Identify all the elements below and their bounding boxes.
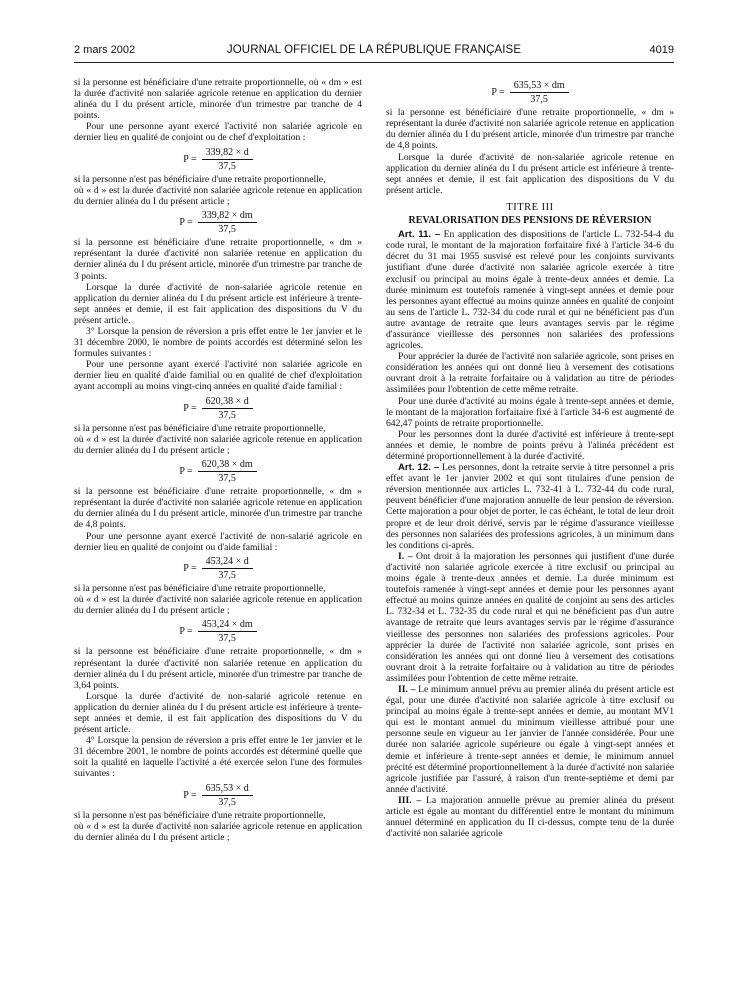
section-lead: I. – — [398, 550, 413, 562]
header-date: 2 mars 2002 — [74, 44, 136, 56]
paragraph: Pour apprécier la durée de l'activité non salariée agricole, sont prises en considération les années qui ont donné lieu à versement des cotisations ouvrant droit à la retraite forfaitaire ou à validation au titre de périodes assimilées pour l'obtention de cette même retraite. — [386, 351, 674, 396]
section-text: Le minimum annuel prévu au premier alinéa du présent article est égal, pour une durée d'activité non salariée agricole à titre exclusif ou principal au moins égale à trente-sept années et demie, au montant MV1 qui est le montant annuel du minimum vieillesse attribué pour une personne seule en vigueur au 1er janvier de l'année considérée. Pour une durée non salariée agricole supérieure ou égale à vingt-sept années et demie et inférieure à trente-sept années et demie, le minimum annuel précité est déterminé proportionnellement à la durée d'activité non salariée agricole justifiée par l'assuré, à raison d'un trente-septième et demi par année d'activité. — [386, 683, 675, 795]
article-11 — [386, 229, 674, 351]
paragraph: Pour une personne ayant exercé l'activité de non-salarié agricole en dernier lieu en qualité de conjoint ou d'aide familial : — [74, 530, 362, 553]
fraction — [198, 459, 257, 484]
formula — [74, 556, 362, 581]
fraction — [202, 783, 253, 808]
fraction — [198, 210, 257, 235]
paragraph: où « d » est la durée d'activité non salariée agricole retenue en application du dernier alinéa du I du présent article ; — [74, 433, 362, 456]
section-title: TITRE III — [506, 201, 554, 213]
section-text: La majoration annuelle prévue au premier alinéa du présent article est égale au montant du différentiel entre le montant du minimum annuel déterminé en application du II ci-dessus, compte tenu de la durée d'activité non salariée agricole — [386, 794, 675, 840]
fraction-denominator: 37,5 — [218, 633, 236, 645]
header-journal-title: JOURNAL OFFICIEL DE LA RÉPUBLIQUE FRANÇAISE — [226, 44, 522, 56]
article-lead: Art. 11. – — [398, 229, 441, 241]
header-rule — [74, 62, 674, 63]
paragraph: si la personne est bénéficiaire d'une retraite proportionnelle, « dm » représentant la durée d'activité non salariée retenue en application du dernier alinéa du I du présent article, minorée d'un trimestre par tranche de 3 points. — [74, 237, 362, 282]
left-column — [74, 77, 362, 843]
fraction-numerator: 635,53 × dm — [510, 80, 569, 93]
fraction-denominator: 37,5 — [218, 473, 236, 485]
paragraph: 4° Lorsque la pension de réversion a pris effet entre le 1er janvier et le 31 décembre 2001, le nombre de points accordés est déterminé quelle que soit la qualité en laquelle l'activité a été exercée selon l'une des formules suivantes : — [74, 735, 362, 780]
section-iii — [386, 795, 674, 839]
article-lead: Art. 12. – — [398, 462, 440, 474]
formula-lhs: P = — [179, 626, 193, 638]
page-header — [74, 44, 674, 60]
right-column — [386, 77, 674, 839]
fraction-numerator: 453,24 × dm — [198, 619, 257, 632]
formula-lhs: P = — [183, 562, 197, 574]
paragraph: où « d » est la durée d'activité non salariée agricole retenue en application du dernier alinéa du I du présent article ; — [74, 820, 362, 843]
formula-lhs: P = — [183, 402, 197, 414]
paragraph: Pour une personne ayant exercé l'activité non salariée agricole en dernier lieu en qualité d'aide familial ou en qualité de chef d'exploitation ayant accompli au moins vingt-cinq années en qualité d'aide familial : — [74, 359, 362, 393]
paragraph: si la personne est bénéficiaire d'une retraite proportionnelle, « dm » représentant la durée d'activité non salariée agricole retenue en application du dernier alinéa du I du présent article, minorée d'un trimestre par tranche de 4,8 points. — [74, 486, 362, 531]
formula — [74, 210, 362, 235]
paragraph: Pour une durée d'activité au moins égale à trente-sept années et demie, le montant de la majoration forfaitaire fixé à l'article 34-6 est augmenté de 642,47 points de retraite proportionnelle. — [386, 395, 674, 429]
formula-lhs: P = — [179, 217, 193, 229]
formula-lhs: P = — [179, 466, 193, 478]
fraction-denominator: 37,5 — [218, 796, 236, 808]
fraction — [510, 80, 569, 105]
paragraph: si la personne est bénéficiaire d'une retraite proportionnelle, où « dm » est la durée d'activité non salariée agricole retenue en application du dernier alinéa du I du présent article, minorée d'un trimestre par tranche de 4 points. — [74, 77, 362, 122]
paragraph: Pour une personne ayant exercé l'activité non salariée agricole en dernier lieu en qualité de conjoint ou de chef d'exploitation : — [74, 121, 362, 144]
paragraph: Lorsque la durée d'activité de non-salarié agricole retenue en application du dernier alinéa du I du présent article est inférieure à trente-sept années et demie, il est fait application des dispositions du V du présent article. — [74, 690, 362, 736]
formula — [74, 396, 362, 421]
fraction — [198, 619, 257, 644]
fraction — [202, 147, 253, 172]
article-12 — [386, 462, 674, 551]
fraction — [202, 396, 253, 421]
formula — [74, 619, 362, 644]
fraction-numerator: 635,53 × d — [202, 783, 253, 796]
formula — [74, 459, 362, 484]
section-ii — [386, 684, 674, 795]
paragraph: où « d » est la durée d'activité non salariée agricole retenue en application du dernier alinéa du I du présent article ; — [74, 594, 362, 617]
section-lead: II. – — [398, 683, 416, 695]
paragraph: si la personne est bénéficiaire d'une retraite proportionnelle, « dm » représentant la durée d'activité non salariée agricole retenue en application du dernier alinéa du I du présent article, minorée d'un trimestre par tranche de 4,8 points. — [386, 107, 674, 152]
fraction-denominator: 37,5 — [218, 160, 236, 172]
article-text: En application des dispositions de l'article L. 732-54-4 du code rural, le montant de la majoration forfaitaire fixé à l'article 34-6 du décret du 31 mai 1955 susvisé est relevé pour les conjoints survivants justifiant d'une durée d'activité non salariée agricole exercée à titre exclusif ou principal au moins égale à trente-deux années et demie. La durée minimum est toutefois ramenée à vingt-sept années et demie pour les personnes ayant effectué au moins quinze années en qualité de conjoint au sens de l'article L. 732-34 du code rural et qui ne bénéficient pas d'un autre avantage de retraite que leurs avantages servis par le régime d'assurance vieillesse des personnes non salariées des professions agricoles. — [386, 229, 674, 352]
paragraph: si la personne n'est pas bénéficiaire d'une retraite proportionnelle, — [74, 173, 326, 185]
fraction-numerator: 620,38 × dm — [198, 459, 257, 472]
article-text: Les personnes, dont la retraite servie à titre personnel a pris effet avant le 1er janvier 2002 et qui sont titulaires d'une pension de réversion mentionnée aux articles L. 732-41 à L. 732-44 du code rural, peuvent bénéficier d'une majoration annuelle de leur pension de réversion. Cette majoration a pour objet de porter, le cas échéant, le total de leur droit propre et de leur droit dérivé, servis par le régime d'assurance vieillesse des personnes non salariées des professions agricoles, à un minimum dans les conditions ci-après. — [386, 462, 674, 551]
fraction — [202, 556, 253, 581]
fraction-numerator: 339,82 × dm — [198, 210, 257, 223]
formula-lhs: P = — [183, 789, 197, 801]
fraction-numerator: 339,82 × d — [202, 147, 253, 160]
paragraph: Pour les personnes dont la durée d'activité est inférieure à trente-sept années et demie, le nombre de points prévu à l'alinéa précédent est déterminé proportionnellement à la durée d'activité. — [386, 428, 674, 462]
fraction-denominator: 37,5 — [218, 409, 236, 421]
paragraph: 3° Lorsque la pension de réversion a pris effet entre le 1er janvier et le 31 décembre 2000, le nombre de points accordés est déterminé selon les formules suivantes : — [74, 325, 362, 360]
paragraph: si la personne est bénéficiaire d'une retraite proportionnelle, « dm » représentant la durée d'activité non salariée retenue en application du dernier alinéa du I du présent article, minorée d'un trimestre par tranche de 3,64 points. — [74, 646, 362, 691]
fraction-denominator: 37,5 — [218, 569, 236, 581]
header-page-number: 4019 — [649, 44, 674, 56]
section-text: Ont droit à la majoration les personnes qui justifient d'une durée d'activité non salariée agricole exercée à titre exclusif ou principal au moins égale à trente-deux années et demie. La durée minimum est toutefois ramenée à vingt-sept années et demie pour les personnes ayant effectué au moins quinze années en qualité de conjoint au sens des articles L. 732-34 et L. 732-35 du code rural et qui ne bénéficient pas d'un autre avantage de retraite que leurs avantages servis par le régime d'assurance vieillesse des personnes non salariées des professions agricoles. Pour apprécier la durée de l'activité non salariée agricole, sont prises en considération les années qui ont donné lieu à versement des cotisations ouvrant droit à la retraite forfaitaire ou à validation au titre de périodes assimilées pour l'obtention de cette même retraite. — [386, 550, 674, 684]
paragraph: si la personne n'est pas bénéficiaire d'une retraite proportionnelle, — [74, 422, 326, 434]
section-lead: III. – — [398, 794, 422, 806]
paragraph: Lorsque la durée d'activité de non-salariée agricole retenue en application du dernier alinéa du I du présent article est inférieure à trente-sept années et demie, il est fait application des dispositions du V du présent article. — [74, 281, 362, 326]
fraction-numerator: 620,38 × d — [202, 396, 253, 409]
fraction-denominator: 37,5 — [530, 94, 548, 106]
formula-lhs: P = — [491, 87, 505, 99]
paragraph: où « d » est la durée d'activité non salariée agricole retenue en application du dernier alinéa du I du présent article ; — [74, 184, 362, 207]
fraction-denominator: 37,5 — [218, 224, 236, 236]
section-subtitle: REVALORISATION DES PENSIONS DE RÉVERSION — [408, 215, 652, 227]
paragraph: Lorsque la durée d'activité de non-salariée agricole retenue en application du dernier alinéa du I du présent article est inférieure à trente-sept années et demie, il est fait application des dispositions du V du présent article. — [386, 151, 674, 196]
paragraph: si la personne n'est pas bénéficiaire d'une retraite proportionnelle, — [74, 582, 326, 594]
formula — [74, 783, 362, 808]
formula — [74, 147, 362, 172]
paragraph: si la personne n'est pas bénéficiaire d'une retraite proportionnelle, — [74, 809, 326, 821]
fraction-numerator: 453,24 × d — [202, 556, 253, 569]
section-i — [386, 551, 674, 684]
formula-lhs: P = — [183, 153, 197, 165]
formula — [386, 80, 674, 105]
